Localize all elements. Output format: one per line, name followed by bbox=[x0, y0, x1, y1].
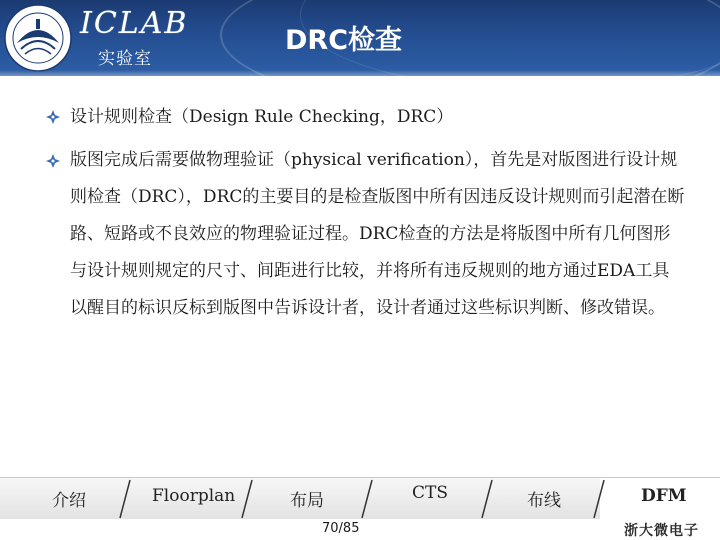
page-number: 70/85 bbox=[322, 521, 360, 536]
diamond-bullet-icon bbox=[46, 110, 60, 124]
nav-item-cts[interactable]: CTS bbox=[412, 483, 448, 503]
nav-separator bbox=[592, 478, 606, 520]
diamond-bullet-icon bbox=[46, 154, 60, 168]
nav-item-intro[interactable]: 介绍 bbox=[52, 491, 86, 511]
bullet-item bbox=[46, 104, 686, 130]
nav-item-placement[interactable]: 布局 bbox=[290, 491, 324, 511]
nav-separator bbox=[360, 478, 374, 520]
footer-navigation bbox=[0, 477, 720, 519]
bullet-text: 设计规则检查（Design Rule Checking，DRC） bbox=[70, 107, 454, 127]
lab-brand-subtitle: 实验室 bbox=[98, 49, 152, 69]
nav-separator bbox=[480, 478, 494, 520]
footer-logo: 浙大微电子 bbox=[624, 523, 699, 539]
lab-brand-name: ICLAB bbox=[80, 6, 189, 41]
nav-item-floorplan[interactable]: Floorplan bbox=[152, 486, 236, 506]
university-seal-logo bbox=[3, 3, 73, 73]
nav-item-routing[interactable]: 布线 bbox=[527, 491, 561, 511]
bullet-item bbox=[46, 142, 686, 327]
nav-item-dfm[interactable]: DFM bbox=[641, 486, 687, 506]
bullet-text: 版图完成后需要做物理验证（physical verification），首先是对版图进行设计规则检查（DRC），DRC的主要目的是检查版图中所有因违反设计规则而引起潜在断路、短路或不良效应的物理验证过程。DRC检查的方法是将版图中所有几何图形与设计规则规定的尺寸、间距进行比较，并将所有违反规则的地方通过EDA工具以醒目的标识反标到版图中告诉设计者，设计者通过这些标识判断、修改错误。 bbox=[70, 150, 685, 318]
slide-header bbox=[0, 0, 720, 76]
page-title: DRC检查 bbox=[285, 25, 403, 56]
nav-separator bbox=[240, 478, 254, 520]
nav-separator bbox=[118, 478, 132, 520]
slide-content bbox=[46, 104, 686, 327]
